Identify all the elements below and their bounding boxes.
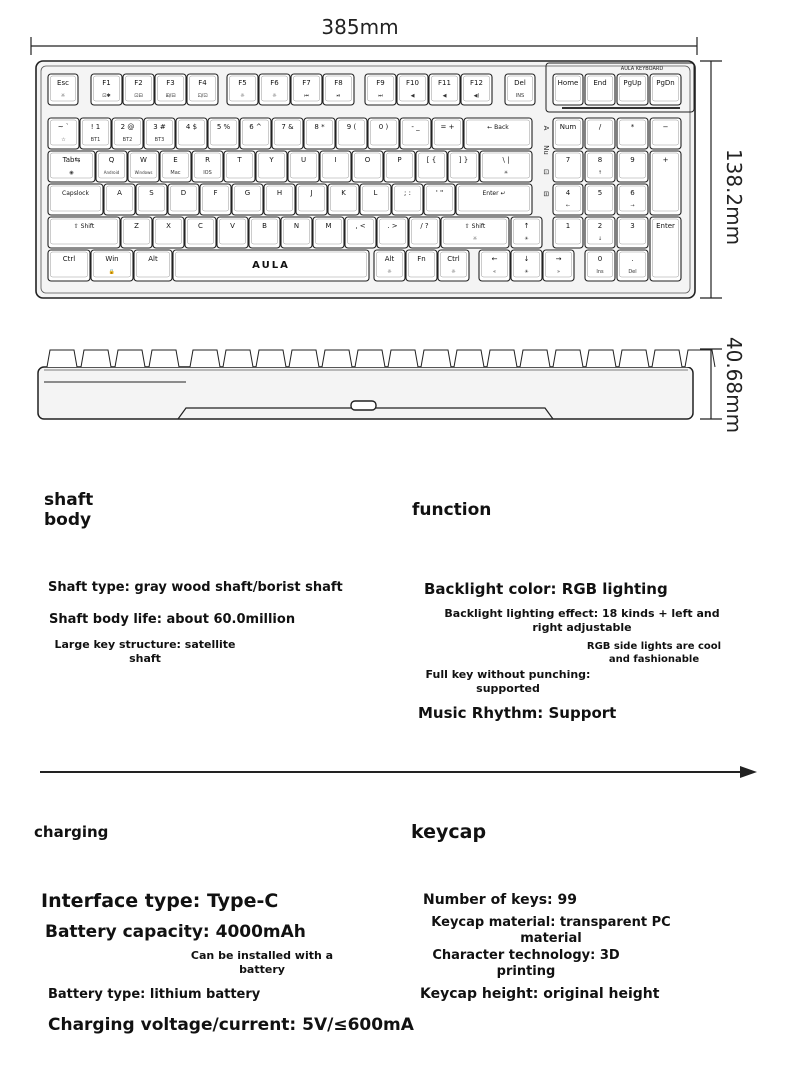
indicator-label: Nu [542,145,550,155]
key-label: Alt [148,255,158,263]
key-label: X [166,222,171,230]
key-label: [ { [426,156,437,164]
key-sym [392,184,423,215]
key-label: 1 [565,222,571,230]
key-label: End [593,79,607,87]
key-sublabel: ☼ [272,93,277,99]
key-label: Capslock [62,190,89,197]
key-label: F9 [376,79,385,87]
key-5 [585,184,615,215]
key-label: ← [491,255,498,263]
key-8 [585,151,615,182]
key-label: V [230,222,235,230]
key-label: 8 [597,156,603,164]
charging-title: charging [34,823,109,841]
key-t [224,151,255,182]
key-ctrl [438,250,469,281]
height-label: 138.2mm [722,148,746,246]
key-label: L [373,189,378,197]
key-0 [368,118,399,149]
battery-capacity: Battery capacity: 4000mAh [45,922,306,942]
key-s [136,184,167,215]
key-f5 [227,74,258,105]
key-label: ! 1 [90,123,101,131]
key-sublabel: ◀) [473,93,480,99]
key-sublabel: ☀ [503,170,509,176]
key-label: F5 [238,79,247,87]
key-label: ⇧ Shift [464,223,486,230]
key-k [328,184,359,215]
key-sublabel: ☀ [524,236,529,242]
key-u [288,151,319,182]
key-shift [441,217,509,248]
keycap-title: keycap [411,821,487,843]
key-1 [80,118,111,149]
side-keycap [190,350,220,367]
key-sublabel: ☼ [451,269,456,275]
key-label: E [173,156,178,164]
key-label: F11 [438,79,451,87]
key-sym [480,151,532,182]
key-label: AULA [252,260,290,271]
key-label: 3 # [153,123,166,131]
key-label: F8 [334,79,343,87]
key-sym [650,118,681,149]
key-label: , < [355,222,366,230]
key-label: Tab⇆ [62,156,81,164]
key-y [256,151,287,182]
key-capslock [48,184,103,215]
key-0 [585,250,615,281]
side-keycap [115,350,145,367]
key-sublabel: → [630,203,635,209]
shaft-title-1: shaft [44,490,94,510]
side-keycap [520,350,550,367]
key-sublabel: ☼ [472,236,478,242]
key-label: PgDn [656,79,675,87]
key-g [232,184,263,215]
key-esc [48,74,78,105]
key-label: F [213,189,218,197]
key-n [281,217,312,248]
key-sublabel: « [492,269,497,275]
side-keycap [322,350,352,367]
function-title: function [412,500,492,520]
key-3 [617,217,648,248]
side-keycap [81,350,111,367]
key-enter [650,217,681,281]
key-d [168,184,199,215]
key-label: ~ ` [57,123,70,131]
key-sym [377,217,408,248]
key-back [464,118,532,149]
key-4 [553,184,583,215]
key-label: Enter ↵ [482,190,506,197]
side-keycap [454,350,484,367]
key-label: Y [269,156,274,164]
key-label: 4 [565,189,571,197]
key-sublabel: Mac [170,170,181,176]
music-rhythm: Music Rhythm: Support [418,704,617,722]
key-label: \ | [502,156,510,164]
key-label: M [325,222,332,230]
key-label: P [397,156,402,164]
key-label: 6 [630,189,635,197]
key-label: Win [105,255,119,263]
interface-type: Interface type: Type-C [41,890,279,912]
indicator-label: ⊡ [542,169,550,175]
key-sym [617,250,648,281]
key-label: = + [440,123,455,131]
key-label: F10 [406,79,419,87]
key-c [185,217,216,248]
key-sublabel: ☀ [524,269,529,275]
key-v [217,217,248,248]
side-case [38,367,693,419]
key-alt [374,250,405,281]
keycap-material: Keycap material: transparent PC material [431,915,671,946]
key-label: − [662,123,669,131]
key-4 [176,118,207,149]
key-label: F1 [102,79,111,87]
key-label: G [244,189,251,197]
key-aula [173,250,369,281]
indicator-label: A [542,125,550,131]
key-sublabel: BT2 [122,137,133,143]
key-label: R [205,156,210,164]
key-w [128,151,159,182]
side-keycap [421,350,451,367]
key-label: 3 [630,222,635,230]
key-sublabel: ⏭ [378,93,383,99]
key-label: Esc [57,79,69,87]
key-x [153,217,184,248]
key-sym [511,217,542,248]
key-l [360,184,391,215]
key-sublabel: ☼ [60,93,66,99]
key-label: ] } [458,156,469,164]
battery-type: Battery type: lithium battery [48,987,261,1002]
full-key: Full key without punching: supported [425,668,591,695]
key-f4 [187,74,218,105]
depth-label: 40.68mm [722,336,746,434]
key-label: B [262,222,267,230]
key-label: 9 [630,156,635,164]
key-label: 5 [597,189,603,197]
key-f8 [323,74,354,105]
key-f6 [259,74,290,105]
key-label: / ? [420,222,429,230]
side-keycap [652,350,682,367]
key-9 [336,118,367,149]
key-label: 0 ) [378,123,389,131]
key-sym [543,250,574,281]
key-label: Ctrl [62,255,76,263]
key-7 [272,118,303,149]
side-view [38,350,715,419]
key-label: Q [108,156,115,164]
key-sublabel: ⏯ [336,93,341,99]
key-num [553,118,583,149]
key-label: - _ [411,123,420,131]
charging-voltage: Charging voltage/current: 5V/≤600mA [48,1015,414,1035]
key-sym [617,118,648,149]
key-f7 [291,74,322,105]
key-label: Del [514,79,526,87]
key-label: J [310,189,313,197]
battery-installed: Can be installed with a battery [190,949,334,976]
key-label: F2 [134,79,143,87]
key-8 [304,118,335,149]
key-6 [617,184,648,215]
key-sublabel: ⏮ [304,93,309,99]
key-f10 [397,74,428,105]
key-z [121,217,152,248]
key-label: Z [134,222,139,230]
key-j [296,184,327,215]
key-count: Number of keys: 99 [423,892,577,908]
key-label: * [630,123,635,131]
key-sym [345,217,376,248]
key-sym [400,118,431,149]
key-sublabel: IOS [203,170,212,176]
key-r [192,151,223,182]
key-7 [553,151,583,182]
key-sublabel: Windows [134,170,153,175]
key-sublabel: ⊞/⊟ [165,93,176,99]
key-label: 9 ( [346,123,357,131]
key-3 [144,118,175,149]
key-label: F12 [470,79,483,87]
key-sublabel: BT1 [90,137,101,143]
panel-label: AULA KEYBOARD [620,66,664,72]
key-sublabel: ☼ [387,269,392,275]
key-9 [617,151,648,182]
side-keycap [586,350,616,367]
key-label: W [140,156,147,164]
key-label: . > [387,222,398,230]
key-sym [650,151,681,215]
key-sublabel: BT3 [154,137,165,143]
side-keycap [256,350,286,367]
key-label: F6 [270,79,279,87]
key-5 [208,118,239,149]
shaft-title-2: body [44,510,92,530]
shaft-life: Shaft body life: about 60.0million [49,612,296,627]
side-keycap [149,350,179,367]
key-label: ⇧ Shift [73,223,95,230]
key-f [200,184,231,215]
keycap [48,184,103,215]
key-label: ; : [404,189,411,197]
key-f11 [429,74,460,105]
key-sublabel: INS [515,93,525,99]
key-2 [112,118,143,149]
key-sym [48,118,79,149]
key-label: 4 $ [185,123,198,131]
key-a [104,184,135,215]
key-label: F3 [166,79,175,87]
key-f12 [461,74,492,105]
shaft-structure: Large key structure: satellite shaft [54,638,236,665]
key-sublabel: ◀ [442,93,447,99]
key-1 [553,217,583,248]
key-2 [585,217,615,248]
key-label: . [631,255,634,263]
key-sym [424,184,455,215]
key-sublabel: ← [565,203,571,209]
key-label: 6 ^ [249,123,262,131]
side-lights: RGB side lights are cool and fashionable [586,641,722,665]
key-label: ↓ [523,255,530,263]
key-enter [456,184,532,215]
key-p [384,151,415,182]
key-f3 [155,74,186,105]
divider-arrow [0,762,800,782]
keycap [441,217,509,248]
key-label: I [334,156,337,164]
side-keycap [355,350,385,367]
key-sym [585,118,615,149]
key-label: 2 [597,222,603,230]
key-label: Fn [417,255,426,263]
usb-c-port [351,401,376,410]
keyboard-diagram [0,0,800,440]
key-label: T [237,156,242,164]
key-sym [479,250,510,281]
key-label: 5 % [216,123,231,131]
side-keycaps [47,350,715,367]
key-sublabel: ↑ [597,170,603,176]
height-dimension [700,61,722,298]
key-sublabel: ☼ [240,93,245,99]
key-win [91,250,133,281]
key-label: Num [559,123,577,131]
key-label: Enter [656,222,675,230]
key-sublabel: 🔒 [108,269,116,275]
key-label: S [149,189,154,197]
key-label: F7 [302,79,311,87]
key-shift [48,217,120,248]
key-label: 0 [597,255,603,263]
key-label: U [300,156,307,164]
key-tab [48,151,95,182]
key-label: O [364,156,371,164]
key-label: F4 [198,79,207,87]
side-keycap [619,350,649,367]
lighting-effect: Backlight lighting effect: 18 kinds + left and right adjustable [444,607,720,634]
side-keycap [388,350,418,367]
key-sublabel: ☆ [61,137,66,143]
key-e [160,151,191,182]
key-sym [448,151,479,182]
key-label: 2 @ [120,123,135,131]
key-sublabel: ⊡✱ [102,93,111,99]
key-del [505,74,535,105]
key-b [249,217,280,248]
key-m [313,217,344,248]
key-sublabel: Android [103,170,120,175]
key-sublabel: ⊡/⊡ [197,93,208,99]
key-label: H [276,189,283,197]
width-label: 385mm [321,15,399,39]
key-f9 [365,74,396,105]
key-label: ← Back [487,124,509,131]
key-label: → [555,255,562,263]
panel-light-bar [562,107,680,109]
key-end [585,74,615,105]
key-sublabel: ↓ [597,236,603,242]
key-label: N [293,222,300,230]
key-sublabel: » [556,269,561,275]
indicator-label: ⊟ [542,191,550,197]
side-keycap [553,350,583,367]
side-keycap [289,350,319,367]
key-label: D [180,189,187,197]
key-q [96,151,127,182]
key-fn [406,250,437,281]
key-sublabel: ◉ [69,170,74,176]
keycap [48,217,120,248]
key-sym [409,217,440,248]
key-h [264,184,295,215]
backlight-color: Backlight color: RGB lighting [424,580,668,598]
keycap [456,184,532,215]
key-sym [511,250,542,281]
key-label: K [341,189,346,197]
key-label: ↑ [523,222,530,230]
key-sublabel: Del [628,269,637,275]
keycap-height: Keycap height: original height [420,986,660,1002]
key-sublabel: Ins [596,269,604,275]
key-ctrl [48,250,90,281]
key-label: + [662,156,669,164]
key-i [320,151,351,182]
key-sym [416,151,447,182]
key-f2 [123,74,154,105]
key-home [553,74,583,105]
char-technology: Character technology: 3D printing [432,948,620,979]
key-label: Alt [384,255,395,263]
key-label: 7 [565,156,571,164]
width-dimension [31,37,697,55]
key-sublabel: ◀ [410,93,415,99]
key-label: ' " [435,189,444,197]
keycap [464,118,532,149]
key-label: PgUp [623,79,642,87]
key-label: C [198,222,203,230]
key-sym [432,118,463,149]
shaft-type: Shaft type: gray wood shaft/borist shaft [48,580,343,595]
key-6 [240,118,271,149]
key-alt [134,250,172,281]
key-label: 8 * [314,123,325,131]
key-label: Ctrl [447,255,460,263]
key-pgup [617,74,648,105]
key-label: A [117,189,122,197]
key-sublabel: ⊡⊟ [134,93,143,99]
key-pgdn [650,74,681,105]
side-keycap [487,350,517,367]
key-f1 [91,74,122,105]
key-label: 7 & [281,123,294,131]
key-label: Home [557,79,579,87]
key-label: / [598,123,602,131]
side-keycap [223,350,253,367]
side-keycap [47,350,77,367]
key-o [352,151,383,182]
